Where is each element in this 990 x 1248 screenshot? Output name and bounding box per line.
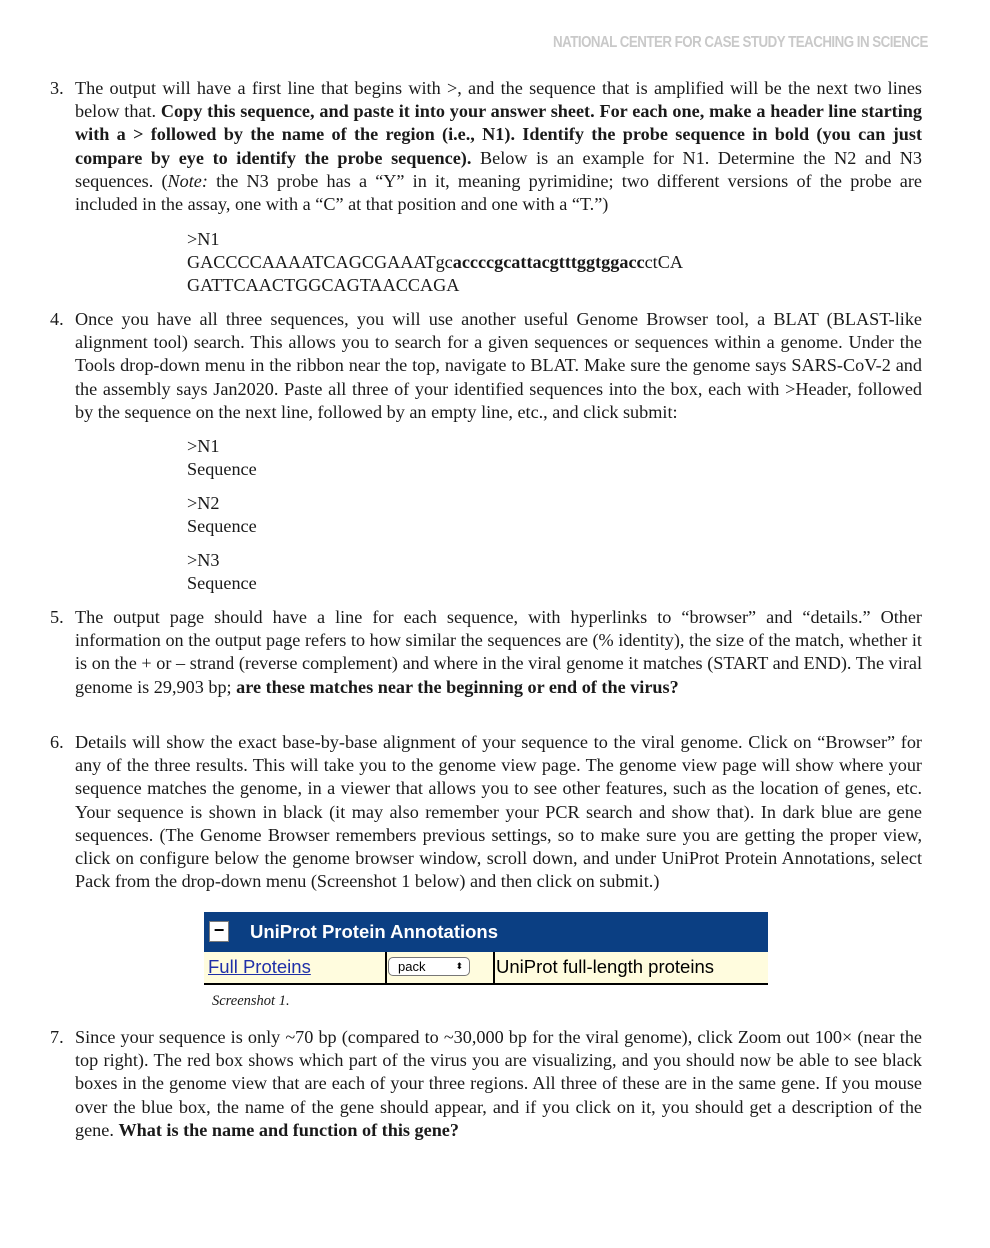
display-mode-select[interactable] (388, 957, 470, 976)
sequence-body: Sequence (187, 516, 257, 537)
item-text-part: Below is an example for N1. Determine the N2 and N3 sequences. ( (75, 147, 922, 191)
cell-divider (493, 952, 495, 983)
item-number: 3. (50, 78, 64, 98)
item-question: What is the name and function of this gene? (118, 1119, 459, 1140)
item-bold-text: Copy this sequence, and paste it into your answer sheet. For each one, make a header line starting with a > followed by the name of the region (i.e., N1). Identify the probe sequence in bold (you can just compare by eye to identify the probe sequence). (75, 101, 922, 168)
sequence-header: >N1 (187, 229, 220, 249)
item-text: Details will show the exact base-by-base alignment of your sequence to the viral genome. Click on “Browser” for any of the three results. This will take you to the genome view page. The genome view page will show where your sequence matches the genome, in a viewer that allows you to see other features, such as the location of genes, etc. Your sequence is shown in black (it may also remember your PCR search and show that). In dark blue are gene sequences. (The Genome Browser remembers previous settings, so to make sure you are getting the proper view, click on configure below the genome browser window, scroll down, and under UniProt Protein Annotations, select Pack from the drop-down menu (Screenshot 1 below) and then click on submit.) (75, 732, 922, 892)
screenshot-caption: Screenshot 1. (212, 993, 290, 1009)
item-text (75, 606, 922, 699)
page-header: NATIONAL CENTER FOR CASE STUDY TEACHING IN SCIENCE (553, 34, 928, 51)
instruction-item-5 (50, 606, 922, 699)
note-label: Note: (167, 170, 208, 191)
sequence-primer-part: GACCCCAAAATCAGCGAAATgc (187, 252, 453, 273)
probe-sequence: accccgcattacgtttggtggacc (452, 252, 645, 273)
item-text-part: the N3 probe has a “Y” in it, meaning pyrimidine; two different versions of the probe are included in the assay, one with a “C” at that position and one with a “T.”) (75, 170, 922, 215)
item-text-part: The output will have a first line that begins with >, and the sequence that is amplified will be the next two lines below that. (75, 78, 922, 122)
sequence-header: >N2 (187, 493, 220, 513)
item-text-part: The output page should have a line for each sequence, with hyperlinks to “browser” and “details.” Other information on the output page refers to how similar the sequences are (% identity), the size of the match, whether it is on the + or – strand (reverse complement) and where in the viral genome it matches (START and END). The viral genome is 29,903 bp; (75, 607, 922, 697)
sequence-line-1 (187, 251, 683, 274)
instruction-item-6 (50, 731, 922, 893)
example-sequence-block (187, 228, 683, 298)
sequence-placeholder (187, 549, 257, 595)
item-number: 4. (50, 309, 64, 329)
cell-divider (385, 952, 387, 983)
item-question: are these matches near the beginning or end of the virus? (236, 676, 679, 697)
full-proteins-link[interactable]: Full Proteins (208, 956, 311, 977)
track-header (204, 912, 768, 952)
sequence-primer-part: ctCA (644, 252, 684, 273)
track-row (204, 952, 768, 985)
sequence-header: >N1 (187, 436, 220, 456)
instruction-item-3 (50, 77, 922, 216)
sequence-placeholder (187, 492, 257, 538)
select-arrows-icon: ⬍ (455, 961, 463, 971)
item-text (75, 77, 922, 216)
instruction-item-7 (50, 1026, 922, 1142)
collapse-minus-icon[interactable]: − (209, 921, 229, 942)
item-number: 7. (50, 1027, 64, 1047)
sequence-header: >N3 (187, 550, 220, 570)
track-title: UniProt Protein Annotations (250, 921, 499, 942)
sequence-placeholder (187, 435, 257, 481)
item-text-part: Since your sequence is only ~70 bp (compared to ~30,000 bp for the viral genome), click Zoom out 100× (near the top right). The red box shows which part of the virus you are visualizing, and you should now be able to see black boxes in the genome view that are each of your three regions. All three of these are in the same gene. If you mouse over the blue box, the name of the gene should appear, and if you click on it, you should get a description of the gene. (75, 1027, 922, 1140)
sequence-body: Sequence (187, 573, 257, 594)
track-description: UniProt full-length proteins (496, 956, 714, 977)
screenshot-uniprot-annotations (204, 912, 768, 985)
item-text: Once you have all three sequences, you will use another useful Genome Browser tool, a BLAT (BLAST-like alignment tool) search. This allows you to search for a given sequences or sequences within a genome. Under the Tools drop-down menu in the ribbon near the top, navigate to BLAT. Make sure the genome says SARS-CoV-2 and the assembly says Jan2020. Paste all three of your identified sequences into the box, each with >Header, followed by the sequence on the next line, followed by an empty line, etc., and click submit: (75, 309, 922, 422)
select-value: pack (398, 959, 426, 974)
item-number: 5. (50, 607, 64, 627)
item-number: 6. (50, 732, 64, 752)
item-text (75, 1026, 922, 1142)
sequence-body: Sequence (187, 459, 257, 480)
sequence-line-2: GATTCAACTGGCAGTAACCAGA (187, 275, 460, 296)
instruction-item-4 (50, 308, 922, 424)
